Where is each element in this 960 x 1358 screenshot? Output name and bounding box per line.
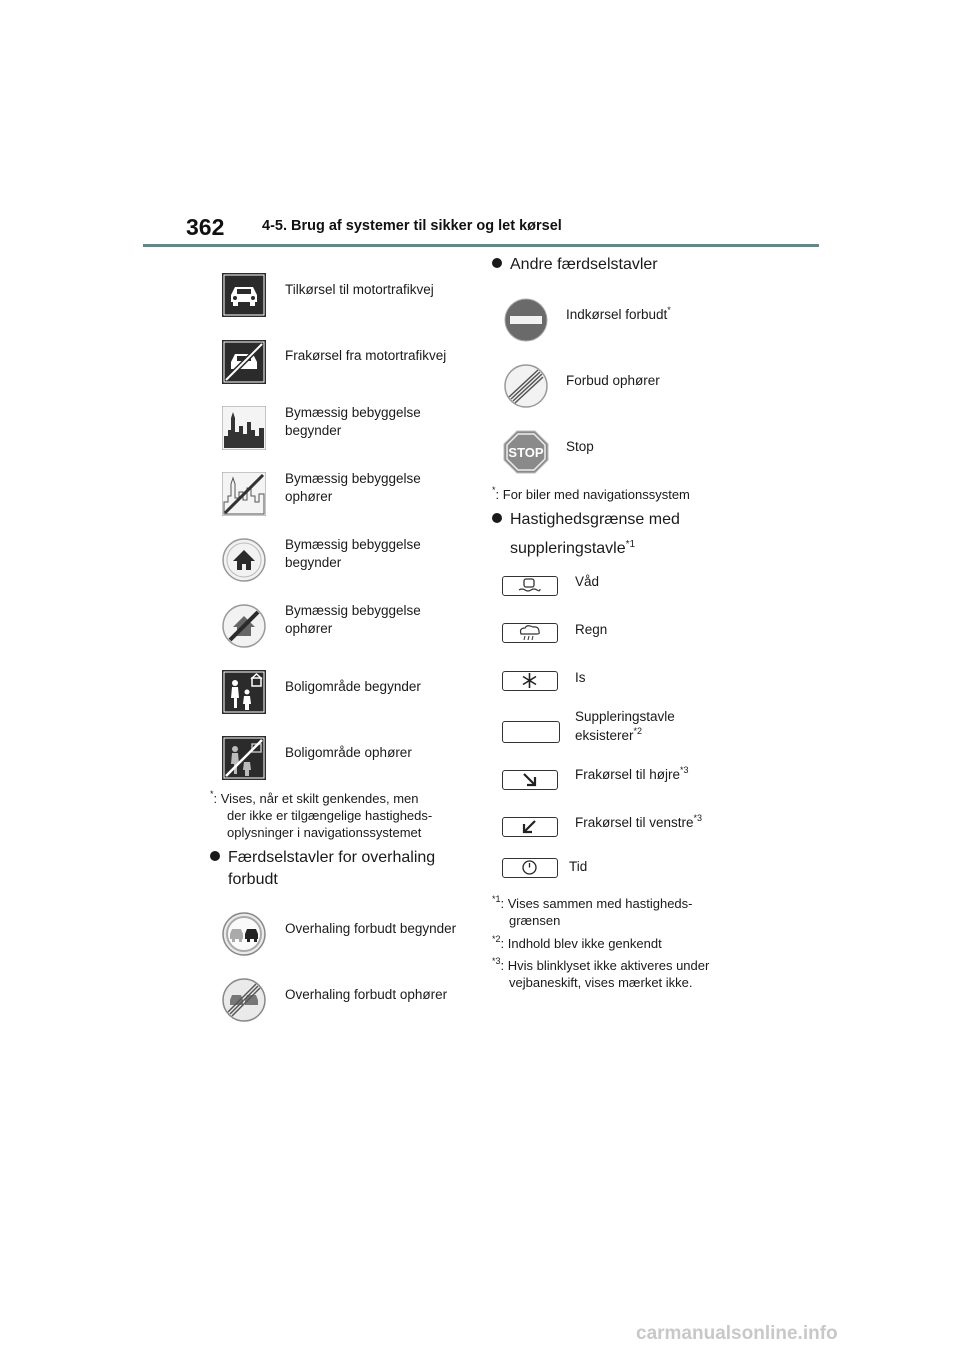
sign-label: Boligområde begynder	[285, 679, 421, 694]
footnote-line: grænsen	[509, 913, 561, 928]
other-signs-heading	[492, 254, 658, 276]
no-overtaking-end-icon	[222, 978, 266, 1022]
motorway-entry-icon	[222, 273, 266, 317]
footnote-mark: *	[492, 484, 496, 495]
end-of-restrictions-icon	[503, 364, 549, 408]
overtaking-heading	[210, 847, 435, 891]
arrow-down-left-glyph	[503, 818, 556, 835]
footnote-mark: *	[210, 788, 214, 799]
sign-label: Tilkørsel til motortrafikvej	[285, 282, 434, 297]
exit-left-arrow-icon	[502, 817, 558, 837]
sign-label	[566, 306, 671, 324]
sign-label	[575, 707, 675, 745]
speed-footnote-2: $^{*2}$: Indhold blev ikke genkendt	[492, 933, 662, 951]
header-rule	[143, 244, 819, 247]
town-round-start-icon	[222, 538, 266, 582]
town-round-end-icon	[222, 604, 266, 648]
label-text: Forbud ophører	[566, 373, 660, 388]
section-title: 4-5. Brug af systemer til sikker og let kørsel	[262, 218, 562, 234]
stop-sign-icon	[503, 430, 549, 474]
other-signs-footnote: *: For biler med navigationssystem	[492, 484, 690, 502]
footnote-line: vejbaneskift, vises mærket ikke.	[509, 975, 693, 990]
exit-right-arrow-icon	[502, 770, 558, 790]
footnote-line: Indhold blev ikke genkendt	[507, 936, 662, 951]
svg-text:STOP: STOP	[508, 445, 544, 460]
sign-label	[285, 602, 445, 638]
label-sup: *3	[693, 812, 703, 823]
footnote-mark: *2	[492, 933, 501, 944]
wet-road-glyph	[503, 577, 556, 594]
no-overtaking-icon	[222, 912, 266, 956]
sign-label	[575, 766, 689, 784]
label-text: Bymæssig bebyggelse ophører	[285, 603, 421, 636]
footnote-line: Vises sammen med hastigheds-	[507, 896, 693, 911]
motorway-exit-icon	[222, 340, 266, 384]
watermark: carmanualsonline.info	[636, 1323, 838, 1344]
residential-zone-start-icon	[222, 670, 266, 714]
rain-cloud-glyph	[503, 624, 556, 641]
sign-label: Regn	[575, 622, 608, 637]
label-sup: *	[667, 304, 671, 315]
sign-label	[566, 372, 660, 390]
sign-label: Is	[575, 670, 586, 685]
label-text: Frakørsel til venstre	[575, 815, 694, 830]
label-sup: *2	[633, 725, 643, 736]
footnote-line: Vises, når et skilt genkendes, men	[220, 791, 419, 806]
footnote-line: oplysninger i navigationssystemet	[227, 825, 422, 840]
label-text: Suppleringstavle	[575, 709, 675, 724]
sign-label: Overhaling forbudt ophører	[285, 987, 448, 1002]
sign-label	[285, 404, 445, 440]
sign-label: Overhaling forbudt begynder	[285, 921, 457, 936]
page-number: 362	[186, 214, 225, 240]
label-sup: *3	[680, 764, 689, 775]
label-text: Frakørsel til højre	[575, 767, 681, 782]
clock-panel-icon	[502, 858, 558, 878]
bullet-icon	[492, 258, 502, 268]
label-text: eksisterer	[575, 728, 634, 743]
speed-footnote-1: $^{*1}$: Vises sammen med hastigheds- grænsen	[492, 895, 752, 929]
heading-text: Færdselstavler for overhaling	[228, 849, 436, 866]
rain-panel-icon	[502, 623, 558, 643]
footnote-line: Hvis blinklyset ikke aktiveres under	[507, 958, 710, 973]
label-text: Indkørsel forbudt	[566, 307, 668, 322]
speed-footnote-3: $^{*3}$: Hvis blinklyset ikke aktiveres under vejbaneskift, vises mærket ikke.	[492, 957, 762, 991]
label-text: Bymæssig bebyggelse ophører	[285, 471, 421, 504]
snowflake-glyph	[503, 672, 556, 689]
heading-text: Hastighedsgrænse med	[510, 511, 680, 528]
left-footnote: *: Vises, når et skilt genkendes, men der ikke er tilgængelige hastigheds- oplysninger i navigationssystemet	[210, 790, 460, 841]
sign-label	[575, 814, 702, 832]
heading-text: Andre færdselstavler	[510, 256, 658, 273]
built-up-area-start-icon	[222, 406, 266, 450]
heading-sup: *1	[625, 539, 636, 550]
sign-label	[285, 470, 445, 506]
ice-panel-icon	[502, 671, 558, 691]
heading-text: suppleringstavle	[510, 540, 626, 558]
label-text: Stop	[566, 439, 594, 454]
blank-panel-icon	[502, 721, 560, 743]
sign-label: Frakørsel fra motortrafikvej	[285, 348, 447, 363]
sign-label	[285, 536, 445, 572]
wet-road-panel-icon	[502, 576, 558, 596]
bullet-icon	[492, 513, 502, 523]
sign-label: Boligområde ophører	[285, 745, 412, 760]
built-up-area-end-icon	[222, 472, 266, 516]
clock-glyph	[503, 859, 556, 876]
heading-text: forbudt	[228, 871, 278, 888]
footnote-mark: *3	[492, 955, 501, 966]
sign-label	[566, 438, 594, 456]
sign-label: Tid	[569, 859, 588, 874]
sign-label: Våd	[575, 574, 600, 589]
footnote-mark: *1	[492, 893, 501, 904]
label-text: Bymæssig bebyggelse begynder	[285, 405, 421, 438]
arrow-down-right-glyph	[503, 771, 556, 788]
speed-limit-heading	[492, 507, 680, 561]
bullet-icon	[210, 851, 220, 861]
residential-zone-end-icon	[222, 736, 266, 780]
footnote-line: der ikke er tilgængelige hastigheds-	[227, 808, 433, 823]
no-entry-icon	[503, 298, 549, 342]
footnote-text: For biler med navigationssystem	[502, 487, 690, 502]
label-text: Bymæssig bebyggelse begynder	[285, 537, 421, 570]
